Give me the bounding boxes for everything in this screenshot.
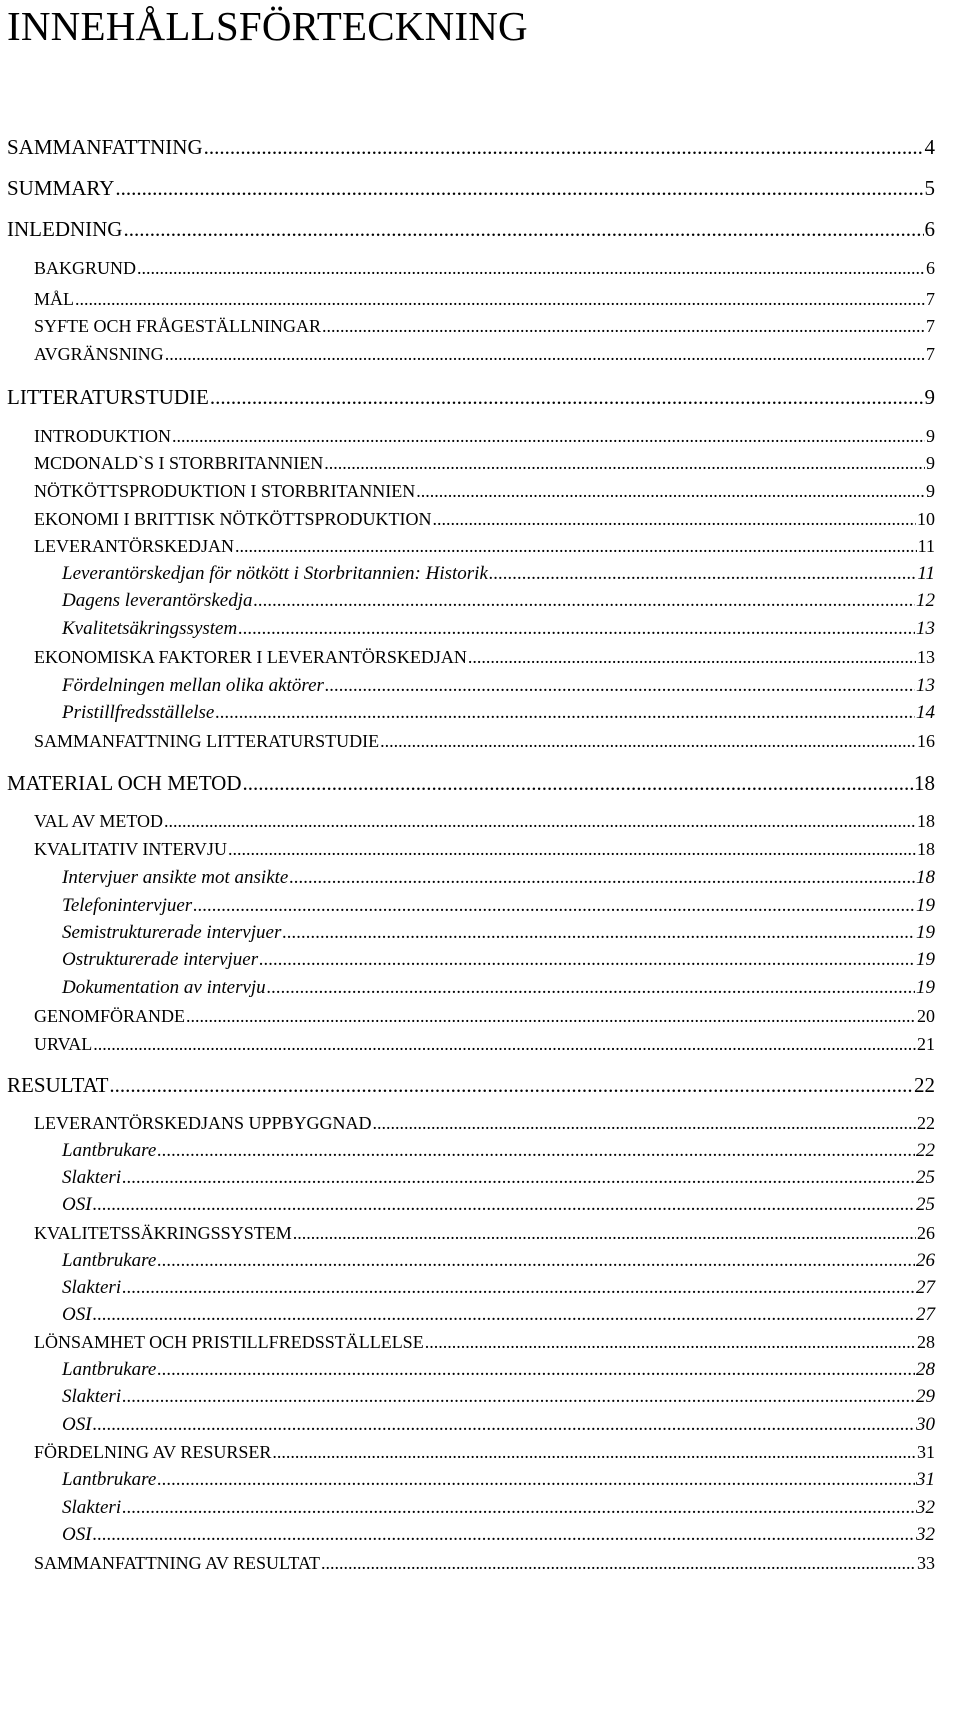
- dot-leader: [93, 1194, 915, 1216]
- toc-entry-page-number: 25: [916, 1167, 935, 1188]
- dot-leader: [293, 1223, 916, 1244]
- dot-leader: [115, 176, 923, 200]
- toc-entry[interactable]: [7, 385, 935, 409]
- toc-entry[interactable]: [62, 867, 935, 889]
- toc-entry[interactable]: [34, 1034, 935, 1055]
- dot-leader: [215, 702, 915, 724]
- dot-leader: [157, 1140, 915, 1162]
- toc-entry-label: Slakteri: [62, 1497, 122, 1518]
- toc-entry-label: Leverantörskedjan för nötkött i Storbritannien: Historik: [62, 563, 488, 584]
- toc-entry-label: Kvalitetsäkringssystem: [62, 618, 238, 639]
- toc-entry[interactable]: [7, 135, 935, 159]
- toc-entry-page-number: 4: [924, 135, 935, 159]
- dot-leader: [267, 977, 915, 999]
- dot-leader: [157, 1469, 915, 1491]
- toc-entry[interactable]: [62, 1414, 935, 1436]
- toc-entry[interactable]: [34, 258, 935, 279]
- toc-entry-page-number: 32: [916, 1497, 935, 1518]
- toc-entry-page-number: 18: [916, 867, 935, 888]
- dot-leader: [380, 731, 916, 752]
- toc-entry-page-number: 18: [917, 839, 935, 859]
- toc-entry-label: Lantbrukare: [62, 1359, 157, 1380]
- dot-leader: [93, 1414, 915, 1436]
- toc-entry-page-number: 22: [917, 1113, 935, 1133]
- toc-entry-label: BAKGRUND: [34, 258, 137, 278]
- toc-entry[interactable]: [7, 1073, 935, 1097]
- toc-entry[interactable]: [62, 1194, 935, 1216]
- toc-entry[interactable]: [34, 1006, 935, 1027]
- toc-entry-page-number: 31: [916, 1469, 935, 1490]
- toc-entry-label: OSI: [62, 1304, 92, 1325]
- toc-entry-page-number: 12: [916, 590, 935, 611]
- dot-leader: [93, 1304, 915, 1326]
- dot-leader: [489, 563, 917, 585]
- toc-entry-page-number: 29: [916, 1386, 935, 1407]
- toc-entry-label: Ostrukturerade intervjuer: [62, 949, 259, 970]
- toc-entry[interactable]: [62, 1304, 935, 1326]
- toc-entry-label: Telefonintervjuer: [62, 895, 193, 916]
- toc-entry-label: SAMMANFATTNING AV RESULTAT: [34, 1553, 320, 1573]
- toc-entry-page-number: 19: [916, 949, 935, 970]
- dot-leader: [432, 509, 916, 530]
- dot-leader: [324, 453, 925, 474]
- dot-leader: [282, 922, 915, 944]
- toc-entry[interactable]: [62, 1140, 935, 1162]
- toc-entry-page-number: 13: [916, 618, 935, 639]
- toc-entry-label: OSI: [62, 1194, 92, 1215]
- toc-entry[interactable]: [62, 922, 935, 944]
- toc-entry-page-number: 31: [917, 1442, 935, 1462]
- toc-entry-label: MCDONALD`S I STORBRITANNIEN: [34, 453, 324, 473]
- toc-entry-page-number: 22: [916, 1140, 935, 1161]
- toc-entry-page-number: 9: [926, 426, 935, 446]
- dot-leader: [253, 590, 915, 612]
- toc-entry[interactable]: [34, 289, 935, 310]
- dot-leader: [425, 1332, 916, 1353]
- toc-entry[interactable]: [62, 1469, 935, 1491]
- dot-leader: [157, 1250, 915, 1272]
- toc-entry[interactable]: [7, 771, 935, 795]
- dot-leader: [321, 1553, 916, 1574]
- toc-entry-page-number: 28: [917, 1332, 935, 1352]
- toc-entry-page-number: 18: [914, 771, 935, 795]
- toc-entry-label: Lantbrukare: [62, 1469, 157, 1490]
- toc-entry-label: Fördelningen mellan olika aktörer: [62, 675, 324, 696]
- toc-entry[interactable]: [62, 895, 935, 917]
- toc-entry-label: Semistrukturerade intervjuer: [62, 922, 282, 943]
- dot-leader: [165, 344, 925, 365]
- toc-entry-page-number: 11: [917, 536, 935, 556]
- toc-entry-page-number: 13: [917, 647, 935, 667]
- toc-entry[interactable]: [7, 217, 935, 241]
- toc-entry-label: LEVERANTÖRSKEDJANS UPPBYGGNAD: [34, 1113, 372, 1133]
- toc-entry-page-number: 9: [926, 481, 935, 501]
- toc-entry-page-number: 7: [926, 344, 935, 364]
- dot-leader: [416, 481, 925, 502]
- dot-leader: [259, 949, 915, 971]
- dot-leader: [122, 1497, 915, 1519]
- toc-entry[interactable]: [62, 675, 935, 697]
- toc-entry[interactable]: [62, 618, 935, 640]
- toc-entry-label: URVAL: [34, 1034, 93, 1054]
- toc-entry-page-number: 6: [924, 217, 935, 241]
- dot-leader: [172, 426, 925, 447]
- toc-entry[interactable]: [62, 702, 935, 724]
- toc-entry-page-number: 16: [917, 731, 935, 751]
- toc-entry-label: SYFTE OCH FRÅGESTÄLLNINGAR: [34, 316, 322, 336]
- toc-entry-page-number: 5: [924, 176, 935, 200]
- dot-leader: [123, 217, 923, 241]
- toc-entry[interactable]: [34, 509, 935, 530]
- toc-entry-page-number: 27: [916, 1277, 935, 1298]
- dot-leader: [243, 771, 914, 795]
- toc-entry-page-number: 32: [916, 1524, 935, 1545]
- dot-leader: [204, 135, 924, 159]
- toc-entry-label: SAMMANFATTNING: [7, 135, 203, 159]
- toc-entry-label: Slakteri: [62, 1167, 122, 1188]
- toc-entry-page-number: 27: [916, 1304, 935, 1325]
- toc-entry-page-number: 26: [917, 1223, 935, 1243]
- dot-leader: [122, 1167, 915, 1189]
- dot-leader: [468, 647, 916, 668]
- toc-entry-label: RESULTAT: [7, 1073, 109, 1097]
- dot-leader: [289, 867, 915, 889]
- toc-entry-label: GENOMFÖRANDE: [34, 1006, 186, 1026]
- toc-entry[interactable]: [34, 647, 935, 668]
- toc-entry-label: INLEDNING: [7, 217, 123, 241]
- dot-leader: [373, 1113, 916, 1134]
- toc-entry-page-number: 9: [926, 453, 935, 473]
- toc-entry-page-number: 25: [916, 1194, 935, 1215]
- toc-entry-label: Pristillfredsställelse: [62, 702, 215, 723]
- toc-entry[interactable]: [62, 1359, 935, 1381]
- toc-entry-label: OSI: [62, 1524, 92, 1545]
- dot-leader: [322, 316, 925, 337]
- toc-entry-label: EKONOMI I BRITTISK NÖTKÖTTSPRODUKTION: [34, 509, 432, 529]
- toc-entry-label: AVGRÄNSNING: [34, 344, 164, 364]
- toc-entry[interactable]: [34, 1113, 935, 1134]
- toc-entry-label: KVALITETSSÄKRINGSSYSTEM: [34, 1223, 292, 1243]
- dot-leader: [186, 1006, 916, 1027]
- toc-entry-label: LEVERANTÖRSKEDJAN: [34, 536, 234, 556]
- toc-entry[interactable]: [62, 977, 935, 999]
- toc-entry-page-number: 13: [916, 675, 935, 696]
- toc-entry-label: LÖNSAMHET OCH PRISTILLFREDSSTÄLLELSE: [34, 1332, 424, 1352]
- dot-leader: [238, 618, 915, 640]
- dot-leader: [109, 1073, 913, 1097]
- toc-entry[interactable]: [62, 1386, 935, 1408]
- toc-entry-page-number: 7: [926, 289, 935, 309]
- toc-entry-page-number: 20: [917, 1006, 935, 1026]
- toc-entry-page-number: 19: [916, 922, 935, 943]
- toc-entry-label: Lantbrukare: [62, 1140, 157, 1161]
- toc-entry-label: SAMMANFATTNING LITTERATURSTUDIE: [34, 731, 380, 751]
- toc-entry-page-number: 21: [917, 1034, 935, 1054]
- toc-entry[interactable]: [34, 811, 935, 832]
- dot-leader: [210, 385, 924, 409]
- toc-entry[interactable]: [62, 1277, 935, 1299]
- toc-entry-label: Lantbrukare: [62, 1250, 157, 1271]
- toc-entry[interactable]: [34, 426, 935, 447]
- toc-entry[interactable]: [62, 563, 935, 585]
- dot-leader: [193, 895, 915, 917]
- toc-entry[interactable]: [7, 176, 935, 200]
- toc-entry[interactable]: [62, 590, 935, 612]
- toc-entry-label: KVALITATIV INTERVJU: [34, 839, 227, 859]
- toc-entry[interactable]: [34, 536, 935, 557]
- toc-entry[interactable]: [34, 731, 935, 752]
- toc-entry-label: Dokumentation av intervju: [62, 977, 266, 998]
- toc-entry-label: EKONOMISKA FAKTORER I LEVERANTÖRSKEDJAN: [34, 647, 467, 667]
- toc-entry-label: NÖTKÖTTSPRODUKTION I STORBRITANNIEN: [34, 481, 416, 501]
- dot-leader: [272, 1442, 916, 1463]
- dot-leader: [122, 1386, 915, 1408]
- toc-entry[interactable]: [62, 949, 935, 971]
- toc-entry-page-number: 19: [916, 895, 935, 916]
- toc-entry-page-number: 30: [916, 1414, 935, 1435]
- toc-entry[interactable]: [34, 316, 935, 337]
- toc-entry-label: INTRODUKTION: [34, 426, 171, 446]
- toc-entry-label: MATERIAL OCH METOD: [7, 771, 242, 795]
- toc-entry-label: FÖRDELNING AV RESURSER: [34, 1442, 272, 1462]
- toc-entry-page-number: 9: [924, 385, 935, 409]
- dot-leader: [122, 1277, 915, 1299]
- toc-entry[interactable]: [62, 1250, 935, 1272]
- toc-entry-label: Slakteri: [62, 1277, 122, 1298]
- toc-entry[interactable]: [62, 1524, 935, 1546]
- toc-entry-label: MÅL: [34, 289, 74, 309]
- page-title: INNEHÅLLSFÖRTECKNING: [7, 3, 528, 49]
- dot-leader: [228, 839, 916, 860]
- toc-entry-page-number: 11: [917, 563, 935, 584]
- toc-entry[interactable]: [34, 1223, 935, 1244]
- toc-entry-page-number: 18: [917, 811, 935, 831]
- toc-entry[interactable]: [62, 1497, 935, 1519]
- dot-leader: [75, 289, 925, 310]
- toc-entry-page-number: 7: [926, 316, 935, 336]
- toc-entry-page-number: 33: [917, 1553, 935, 1573]
- toc-entry-page-number: 6: [926, 258, 935, 278]
- toc-entry[interactable]: [34, 481, 935, 502]
- toc-entry-label: Intervjuer ansikte mot ansikte: [62, 867, 289, 888]
- dot-leader: [137, 258, 925, 279]
- toc-entry[interactable]: [34, 344, 935, 365]
- toc-entry[interactable]: [34, 1442, 935, 1463]
- toc-entry[interactable]: [62, 1167, 935, 1189]
- toc-entry[interactable]: [34, 453, 935, 474]
- dot-leader: [325, 675, 915, 697]
- dot-leader: [235, 536, 917, 557]
- toc-entry-label: SUMMARY: [7, 176, 115, 200]
- dot-leader: [93, 1034, 916, 1055]
- dot-leader: [157, 1359, 915, 1381]
- toc-entry-page-number: 26: [916, 1250, 935, 1271]
- dot-leader: [164, 811, 916, 832]
- toc-entry-label: Dagens leverantörskedja: [62, 590, 253, 611]
- toc-entry-label: Slakteri: [62, 1386, 122, 1407]
- toc-entry[interactable]: [34, 1553, 935, 1574]
- toc-entry[interactable]: [34, 1332, 935, 1353]
- toc-entry-page-number: 28: [916, 1359, 935, 1380]
- toc-entry-label: LITTERATURSTUDIE: [7, 385, 209, 409]
- toc-entry-page-number: 22: [914, 1073, 935, 1097]
- toc-entry-label: OSI: [62, 1414, 92, 1435]
- toc-entry[interactable]: [34, 839, 935, 860]
- toc-entry-page-number: 19: [916, 977, 935, 998]
- toc-entry-label: VAL AV METOD: [34, 811, 164, 831]
- dot-leader: [93, 1524, 915, 1546]
- toc-entry-page-number: 14: [916, 702, 935, 723]
- toc-entry-page-number: 10: [917, 509, 935, 529]
